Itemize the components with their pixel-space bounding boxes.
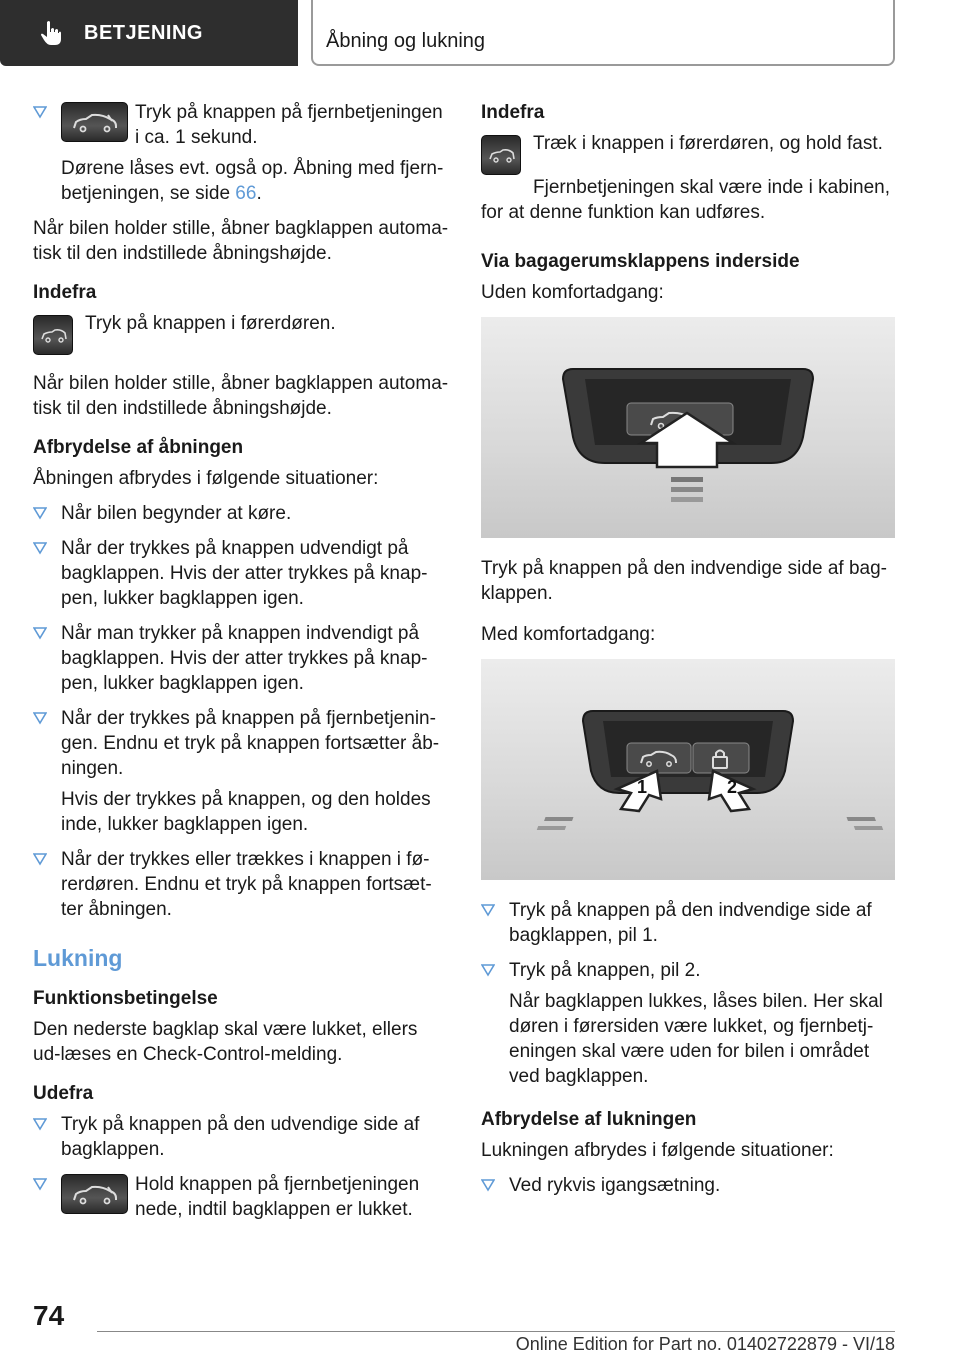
hand-icon: [40, 20, 64, 46]
section-title: BETJENING: [84, 21, 203, 44]
triangle-bullet-icon: [33, 506, 47, 520]
indefra-text: Tryk på knappen i førerdøren.: [85, 313, 336, 334]
paragraph: Når bilen holder stille, åbner bagklappen automa‐tisk til den indstillede åbningshøjde.: [33, 373, 449, 419]
triangle-bullet-icon: [33, 711, 47, 725]
icon-line: [481, 131, 896, 175]
heading-udefra: Udefra: [33, 1083, 94, 1104]
page-reference-link[interactable]: 66: [235, 183, 257, 204]
triangle-bullet-icon: [481, 1178, 495, 1192]
page-header: [0, 0, 960, 66]
med-text: Med komfortadgang:: [481, 624, 656, 645]
list-item-text: Tryk på knappen, pil 2.: [509, 960, 701, 981]
page-number: 74: [33, 1300, 65, 1331]
uden-text: Uden komfortadgang:: [481, 282, 664, 303]
heading-via: Via bagagerumsklappens inderside: [481, 251, 800, 272]
caption: Tryk på knappen på den indvendige side af bag‐klappen.: [481, 558, 887, 604]
indefra-note: Fjernbetjeningen skal være inde i kabinen, for at denne funktion kan udføres.: [481, 177, 890, 223]
triangle-bullet-icon: [33, 105, 47, 119]
car-remote-button-icon: [61, 102, 128, 142]
list-item-text: Når bilen begynder at køre.: [61, 503, 292, 524]
list-item: [33, 706, 449, 837]
paragraph: Når bilen holder stille, åbner bagklappen automa‐tisk til den indstillede åbningshøjde.: [33, 218, 449, 264]
list-item-text: Tryk på knappen på den udvendige side af bagklappen.: [61, 1114, 420, 1160]
list-item-text: Tryk på knappen på den indvendige side af bagklappen, pil 1.: [509, 900, 872, 946]
list-item-text: Når der trykkes på knappen på fjernbetjenin‐gen. Endnu et tryk på knappen fortsætter åb‐ningen.: [61, 708, 440, 779]
list-item: [481, 1173, 896, 1198]
list-item: [33, 536, 449, 611]
triangle-bullet-icon: [33, 626, 47, 640]
list-item-text: Når man trykker på knappen indvendigt på bagklappen. Hvis der atter trykkes på knap‐pen, lukker bagklappen igen.: [61, 623, 428, 694]
door-button-icon: [33, 315, 73, 355]
trunk-button-photo: [481, 317, 895, 538]
list-item-text: Hold knappen på fjernbetjeningen nede, indtil bagklappen er lukket.: [135, 1174, 420, 1220]
afbrydelse-intro: Lukningen afbrydes i følgende situationer:: [481, 1140, 834, 1161]
trunk-buttons-illustration: [481, 659, 895, 880]
door-button-icon: [481, 135, 521, 175]
triangle-bullet-icon: [481, 963, 495, 977]
list-item-text: Når der trykkes på knappen udvendigt på bagklappen. Hvis der atter trykkes på knap‐pen, lukker bagklappen igen.: [61, 538, 428, 609]
list-item-text: Når der trykkes eller trækkes i knappen i fø‐rerdøren. Endnu et tryk på knappen fortsæt‐ter åbningen.: [61, 849, 432, 920]
left-column: [33, 100, 449, 1232]
icon-line: [33, 311, 449, 363]
heading-afbrydelse-lukning: Afbrydelse af lukningen: [481, 1109, 697, 1130]
triangle-bullet-icon: [481, 903, 495, 917]
list-item: [33, 501, 449, 526]
chapter-tab: [311, 0, 895, 66]
list-item-subtext: Hvis der trykkes på knappen, og den holdes inde, lukker bagklappen igen.: [61, 789, 431, 835]
afbrydelse-intro: Åbningen afbrydes i følgende situationer:: [33, 468, 379, 489]
heading-indefra: Indefra: [33, 282, 97, 303]
triangle-bullet-icon: [33, 1177, 47, 1191]
heading-funktion: Funktionsbetingelse: [33, 988, 218, 1009]
chapter-title: Åbning og lukning: [326, 30, 486, 52]
arrow-label: 1: [637, 777, 648, 797]
list-item: [33, 1112, 449, 1162]
heading-afbrydelse: Afbrydelse af åbningen: [33, 437, 244, 458]
heading-indefra: Indefra: [481, 102, 545, 123]
section-tab: [0, 0, 298, 66]
indefra-text: Træk i knappen i førerdøren, og hold fast.: [533, 133, 883, 154]
remote-item-note: [61, 156, 449, 206]
triangle-bullet-icon: [33, 541, 47, 555]
list-item-subtext: Når bagklappen lukkes, låses bilen. Her skal døren i førersiden være lukket, og fjernbetj‐eningen skal være uden for bilen i området ved bagklappen.: [509, 991, 883, 1087]
trunk-button-illustration: [481, 317, 895, 538]
list-item: [481, 958, 896, 1089]
remote-note-text: Dørene låses evt. også op. Åbning med fjern‐betjeningen, se side: [61, 158, 444, 204]
triangle-bullet-icon: [33, 852, 47, 866]
arrow-label: 2: [727, 777, 738, 797]
edition-text: Online Edition for Part no. 01402722879 - VI/18: [515, 1334, 895, 1354]
remote-item-text: Tryk på knappen på fjernbetjeningen i ca. 1 sekund.: [135, 102, 443, 148]
triangle-bullet-icon: [33, 1117, 47, 1131]
right-column: [481, 100, 896, 1208]
list-item: [481, 898, 896, 948]
funktion-text: Den nederste bagklap skal være lukket, ellers ud‐læses en Check-Control-melding.: [33, 1019, 418, 1065]
footer-divider: [97, 1331, 895, 1332]
list-item: [33, 100, 449, 206]
list-item: [33, 847, 449, 922]
heading-lukning: Lukning: [33, 945, 123, 971]
car-remote-button-icon: [61, 1174, 128, 1214]
list-item: [33, 1172, 449, 1222]
list-item-text: Ved rykvis igangsætning.: [509, 1175, 721, 1196]
trunk-buttons-photo: [481, 659, 895, 880]
remote-note-end: .: [256, 183, 262, 204]
list-item: [33, 621, 449, 696]
